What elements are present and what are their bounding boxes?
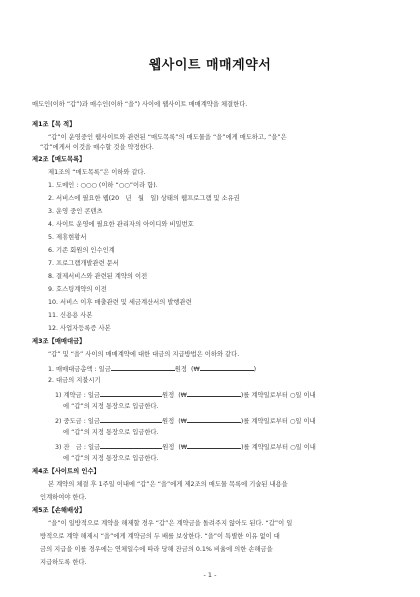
amount-blank xyxy=(187,442,241,449)
installment-label: 2) 중도금 : 일금 xyxy=(55,418,101,425)
article-5-text: 지급하도록 한다. xyxy=(40,559,87,566)
list-item: 7. 프로그램개발관련 문서 xyxy=(48,260,119,267)
article-5-text: 금의 지급을 이를 경우에는 연체일수에 따라 당해 잔금의 0.1% 비율에 의한 손해금을 xyxy=(40,546,273,553)
article-1-text: “갑”이 운영중인 웹사이트와 관련된 “매도목록”의 매도물을 “을”에게 매도하고, “을”은 xyxy=(48,134,287,141)
amount-blank xyxy=(100,416,162,423)
article-1-heading: 제1조【목 적】 xyxy=(32,121,76,128)
article-5-text: “을”이 일방적으로 계약을 해제할 경우 “갑”은 계약금을 돌려주지 않아도 된다. “갑”이 일 xyxy=(48,520,293,527)
list-item: 6. 기존 회원의 인수인계 xyxy=(48,247,115,254)
installment-label: 3) 잔 금 : 일금 xyxy=(55,444,101,451)
article-4-text: 인계하여야 한다. xyxy=(40,494,87,501)
amount-blank xyxy=(100,390,162,397)
installment-line xyxy=(55,390,316,400)
list-item: 9. 호스팅계약의 이전 xyxy=(48,286,107,293)
total-price-line xyxy=(48,364,256,374)
article-5-text: 방적으로 계약 해제시 “을”에게 계약금의 두 배를 보상한다. “을”이 특별한 이유 없이 대 xyxy=(40,533,280,540)
installment-terms: )를 계약일로부터 ○일 이내 xyxy=(240,418,316,425)
won-text: (₩ xyxy=(178,418,187,425)
article-2-text: 제1조의 “매도목록”은 이하와 같다. xyxy=(48,169,146,176)
list-item: 1. 도메인 : ○○○ (이하 “○○”이라 함). xyxy=(48,182,158,189)
list-item: 11. 신용용 사본 xyxy=(48,312,93,319)
intro-text: 매도인(이하 “갑”)과 매수인(이하 “을”) 사이에 웹사이트 매매계약을 체결한다. xyxy=(32,101,248,108)
article-5-heading: 제5조【손해배상】 xyxy=(32,507,86,514)
article-2-heading: 제2조【매도목록】 xyxy=(32,156,86,163)
list-item: 4. 사이트 운영에 필요한 관리자의 아이디와 비밀번호 xyxy=(48,221,194,228)
list-item: 8. 결제서비스와 관련된 계약의 이전 xyxy=(48,273,148,280)
installment-note: 에 “갑”의 지정 통장으로 입금한다. xyxy=(63,403,159,410)
article-4-heading: 제4조【사이트의 인수】 xyxy=(32,468,100,475)
won-text: (₩ xyxy=(190,366,200,373)
unit-text: 원정 xyxy=(162,392,175,399)
page-number: - 1 - xyxy=(203,571,217,579)
list-item: 3. 운영 중인 콘텐츠 xyxy=(48,208,103,215)
list-item: 12. 사업자등록증 사본 xyxy=(48,325,111,332)
amount-blank xyxy=(187,416,241,423)
article-3-text: “갑” 및 “을” 사이의 매매계약에 대한 대금의 지급방법은 이하와 같다. xyxy=(48,351,240,358)
amount-blank xyxy=(200,364,257,373)
unit-text: 원정 xyxy=(174,366,187,373)
total-price-label: 1. 매매대금총액 : 일금 xyxy=(48,366,111,373)
installment-terms: )를 계약일로부터 ○일 이내 xyxy=(240,392,316,399)
installment-terms: )를 계약일로부터 ○일 이내 xyxy=(241,444,316,451)
schedule-label: 2. 대금의 지불시기 xyxy=(48,377,101,384)
unit-text: 원정 xyxy=(162,444,175,451)
amount-blank xyxy=(100,442,162,449)
amount-blank xyxy=(187,390,241,397)
article-4-text: 본 계약의 체결 후 1주일 이내에 “갑”은 “을”에게 제2조의 매도물 목록에 기술된 내용을 xyxy=(48,481,288,488)
list-item: 10. 서비스 이후 매출관련 및 세금계산서의 발행관련 xyxy=(48,299,192,306)
installment-note: 에 “갑”의 지정 통장으로 입금한다. xyxy=(63,455,159,462)
article-3-heading: 제3조【매매대금】 xyxy=(32,338,86,345)
page-title: 웹사이트 매매계약서 xyxy=(148,58,272,73)
close-paren: ) xyxy=(253,366,257,373)
installment-line xyxy=(55,442,316,452)
installment-label: 1) 계약금 : 일금 xyxy=(55,392,101,399)
won-text: (₩ xyxy=(178,444,188,451)
amount-blank xyxy=(111,364,175,371)
article-1-text: “갑”에게서 이것을 매수할 것을 약정한다. xyxy=(40,144,154,151)
list-item: 2. 서비스에 필요한 웹(20 년 월 일) 상태의 웹프로그램 및 소유권 xyxy=(48,195,240,202)
installment-note: 에 “갑”의 지정 통장으로 입금한다. xyxy=(63,429,159,436)
installment-line xyxy=(55,416,316,426)
unit-text: 원정 xyxy=(162,418,175,425)
won-text: (₩ xyxy=(178,392,187,399)
list-item: 5. 제휴현황서 xyxy=(48,234,87,241)
